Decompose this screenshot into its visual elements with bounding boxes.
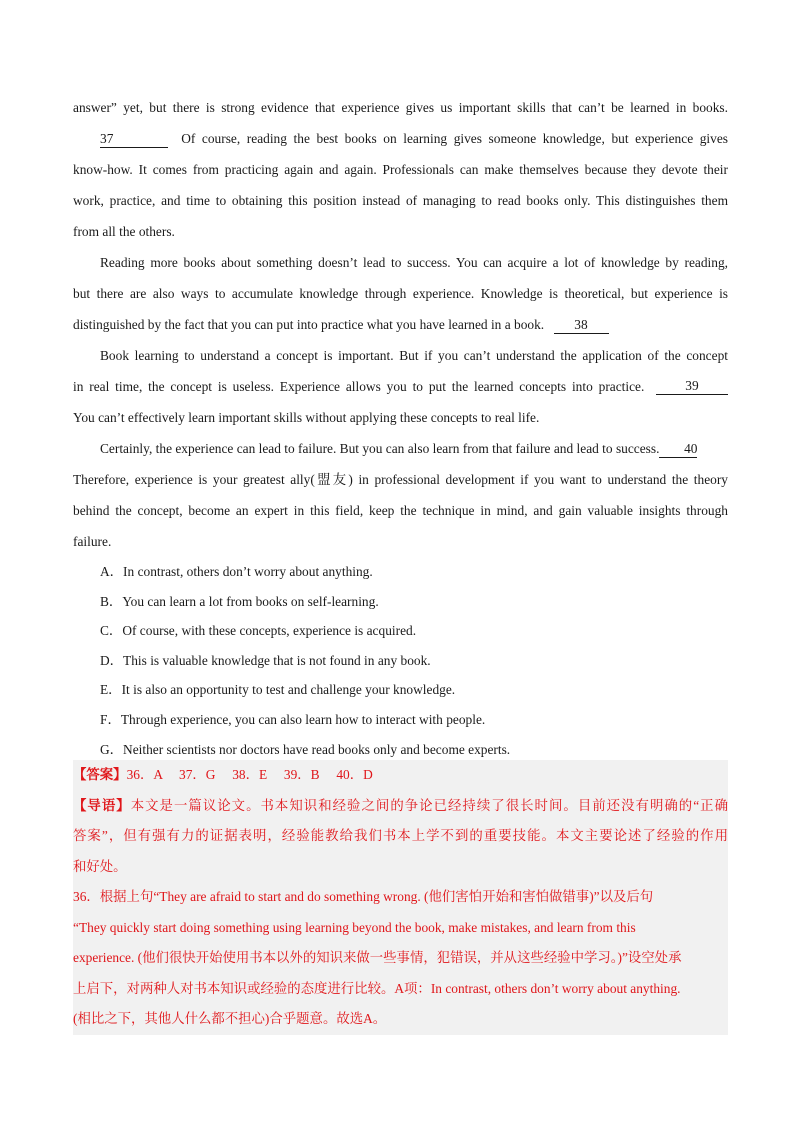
explanation-line: (相比之下，其他人什么都不担心)合乎题意。故选A。 xyxy=(73,1011,387,1026)
paragraph-38-line xyxy=(73,309,728,340)
paragraph-40-line: Therefore, experience is your greatest ally(盟友) in professional development if you want to understand the theory xyxy=(73,472,728,487)
paragraph-39-line: You can’t effectively learn important skills without applying these concepts to real life. xyxy=(73,410,540,425)
paragraph-40-line: behind the concept, become an expert in this field, keep the technique in mind, and gain valuable insights through xyxy=(73,503,728,518)
paragraph-38-text: distinguished by the fact that you can put into practice what you have learned in a book. xyxy=(73,317,545,332)
paragraph-38-line: but there are also ways to accumulate knowledge through experience. Knowledge is theoretical, but experience is xyxy=(73,286,728,301)
option-d[interactable]: D．This is valuable knowledge that is not found in any book. xyxy=(100,652,431,668)
paragraph-37-line xyxy=(73,123,728,154)
blank-40[interactable]: 40 xyxy=(659,441,697,458)
answer-text: 36．A 37．G 38．E 39．B 40．D xyxy=(126,767,373,782)
explanation-line: 上启下，对两种人对书本知识或经验的态度进行比较。A项：In contrast, others don’t worry about anything. xyxy=(73,980,681,996)
option-list xyxy=(73,557,728,764)
blank-39[interactable]: 39 xyxy=(656,378,728,395)
paragraph-40-line: failure. xyxy=(73,534,112,549)
answer-tag: 【答案】 xyxy=(73,767,127,782)
paragraph-37-line: from all the others. xyxy=(73,224,175,239)
option-a[interactable]: A．In contrast, others don’t worry about anything. xyxy=(100,564,373,579)
passage xyxy=(73,92,728,764)
guide-line: 答案”，但有强有力的证据表明，经验能教给我们书本上学不到的重要技能。本文主要论述了经验的作用 xyxy=(73,828,728,843)
option-b[interactable]: B．You can learn a lot from books on self-learning. xyxy=(100,593,379,609)
blank-38[interactable]: 38 xyxy=(554,317,609,334)
explanation-line: experience. (他们很快开始使用书本以外的知识来做一些事情，犯错误，并从这些经验中学习。)”设空处承 xyxy=(73,950,682,965)
explanation-line: 36．根据上句“They are afraid to start and do something wrong. (他们害怕开始和害怕做错事)”以及后句 xyxy=(73,889,654,904)
guide-text: 本文是一篇议论文。书本知识和经验之间的争论已经持续了很长时间。目前还没有明确的“正确 xyxy=(130,797,728,813)
blank-37[interactable]: 37 xyxy=(100,131,168,148)
option-c[interactable]: C．Of course, with these concepts, experience is acquired. xyxy=(100,623,417,639)
option-e[interactable]: E．It is also an opportunity to test and challenge your knowledge. xyxy=(100,682,456,698)
paragraph-39-text: in real time, the concept is useless. Experience allows you to put the learned concepts into practice. xyxy=(73,379,645,394)
passage-line: answer” yet, but there is strong evidence that experience gives us important skills that can’t be learned in books. xyxy=(73,100,728,115)
paragraph-40-line xyxy=(73,433,728,464)
guide-line: 和好处。 xyxy=(73,858,127,874)
explanation-line: “They quickly start doing something using learning beyond the book, make mistakes, and learn from this xyxy=(73,919,636,935)
option-f[interactable]: F．Through experience, you can also learn how to interact with people. xyxy=(100,711,486,727)
paragraph-39-line xyxy=(73,371,728,402)
paragraph-40-text: Certainly, the experience can lead to failure. But you can also learn from that failure and lead to success. xyxy=(100,441,660,456)
answer-line xyxy=(73,760,728,791)
paragraph-37-line: know-how. It comes from practicing again and again. Professionals can make themselves because they devote their xyxy=(73,162,728,177)
option-g[interactable]: G．Neither scientists nor doctors have read books only and become experts. xyxy=(100,741,511,757)
guide-line xyxy=(73,791,728,822)
paragraph-37-text: Of course, reading the best books on learning gives someone knowledge, but experience gives xyxy=(181,131,728,146)
guide-tag: 【导语】 xyxy=(73,797,131,813)
paragraph-37-line: work, practice, and time to obtaining this position instead of managing to read books only. This distinguishes them xyxy=(73,193,728,208)
answer-explanation-box xyxy=(73,760,728,1035)
paragraph-38-line: Reading more books about something doesn’t lead to success. You can acquire a lot of knowledge by reading, xyxy=(100,255,728,270)
paragraph-39-line: Book learning to understand a concept is important. But if you can’t understand the application of the concept xyxy=(100,348,728,363)
